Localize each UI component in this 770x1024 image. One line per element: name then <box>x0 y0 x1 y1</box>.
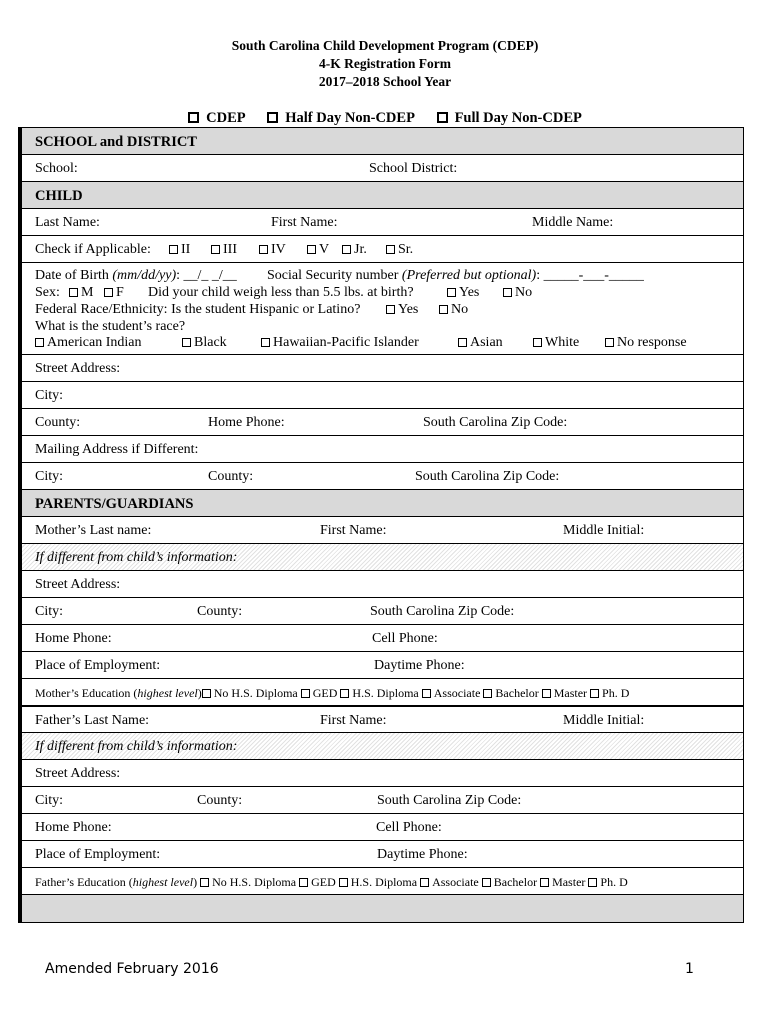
mother-if-different: If different from child’s information: <box>22 544 743 571</box>
checkbox-icon[interactable] <box>339 878 348 887</box>
program-options <box>0 110 770 127</box>
mailing-city-row[interactable]: City: County: South Carolina Zip Code: <box>22 463 743 490</box>
child-last-name: Last Name: <box>35 215 100 230</box>
ssn-field[interactable]: Social Security number (Preferred but optional): _____-___-_____ <box>267 268 644 283</box>
mother-street-row[interactable]: Street Address: <box>22 571 743 598</box>
checkbox-icon[interactable] <box>447 288 456 297</box>
school-field: School: <box>35 161 78 176</box>
child-county-row[interactable]: County: Home Phone: South Carolina Zip Code: <box>22 409 743 436</box>
checkbox-icon[interactable] <box>503 288 512 297</box>
checkbox-icon[interactable] <box>340 689 349 698</box>
checkbox-icon[interactable] <box>386 245 395 254</box>
hispanic-no[interactable]: No <box>439 302 468 318</box>
weigh-no[interactable]: No <box>503 285 532 301</box>
checkbox-icon[interactable] <box>342 245 351 254</box>
program-cdep[interactable]: CDEP <box>188 110 245 126</box>
father-street-row[interactable]: Street Address: <box>22 760 743 787</box>
hispanic-yes[interactable]: Yes <box>386 302 418 318</box>
checkbox-icon[interactable] <box>458 338 467 347</box>
sex-f[interactable]: F <box>104 285 124 301</box>
suffix-iii[interactable]: III <box>211 242 237 258</box>
suffix-v[interactable]: V <box>307 242 329 258</box>
checkbox-icon[interactable] <box>301 689 310 698</box>
father-phone-row[interactable]: Home Phone: Cell Phone: <box>22 814 743 841</box>
checkbox-icon[interactable] <box>386 305 395 314</box>
mother-name-row[interactable]: Mother’s Last name: First Name: Middle Initial: <box>22 517 743 544</box>
checkbox-icon[interactable] <box>69 288 78 297</box>
mother-phone-row[interactable]: Home Phone: Cell Phone: <box>22 625 743 652</box>
mother-education-row: Mother’s Education (highest level) No H.S. Diploma GED H.S. Diploma Associate Bachelor Master Ph. D <box>22 679 743 706</box>
race-american-indian[interactable]: American Indian <box>35 335 141 351</box>
checkbox-icon[interactable] <box>439 305 448 314</box>
mailing-address-row[interactable]: Mailing Address if Different: <box>22 436 743 463</box>
sex-m[interactable]: M <box>69 285 93 301</box>
checkbox-icon[interactable] <box>437 112 448 123</box>
weigh-yes[interactable]: Yes <box>447 285 479 301</box>
suffix-sr[interactable]: Sr. <box>386 242 413 258</box>
section-parents: PARENTS/GUARDIANS <box>22 490 743 517</box>
race-asian[interactable]: Asian <box>458 335 503 351</box>
checkbox-icon[interactable] <box>533 338 542 347</box>
race-white[interactable]: White <box>533 335 579 351</box>
checkbox-icon[interactable] <box>104 288 113 297</box>
father-name-row[interactable]: Father’s Last Name: First Name: Middle Initial: <box>22 706 743 733</box>
suffix-ii[interactable]: II <box>169 242 190 258</box>
checkbox-icon[interactable] <box>202 689 211 698</box>
father-education-row: Father’s Education (highest level) No H.S. Diploma GED H.S. Diploma Associate Bachelor Master Ph. D <box>22 868 743 895</box>
registration-form <box>18 127 744 923</box>
child-name-row[interactable] <box>22 209 743 236</box>
form-bottom-bar <box>22 895 743 922</box>
checkbox-icon[interactable] <box>200 878 209 887</box>
checkbox-icon[interactable] <box>542 689 551 698</box>
checkbox-icon[interactable] <box>259 245 268 254</box>
school-row[interactable] <box>22 155 743 182</box>
race-no-response[interactable]: No response <box>605 335 687 351</box>
checkbox-icon[interactable] <box>211 245 220 254</box>
checkbox-icon[interactable] <box>588 878 597 887</box>
suffix-row: Check if Applicable: II III IV V Jr. Sr. <box>22 236 743 263</box>
checkbox-icon[interactable] <box>422 689 431 698</box>
child-city-row[interactable]: City: <box>22 382 743 409</box>
dob-field[interactable]: Date of Birth (mm/dd/yy): __/_ _/__ <box>35 268 237 283</box>
child-details-block: Date of Birth (mm/dd/yy): __/_ _/__ Social Security number (Preferred but optional): _____-___-_____ Sex: M F Did your child weigh less than 5.5 lbs. at birth? Yes No Federal Race/Ethnicity: Is the student Hispanic or Latino? Yes No What is the student’s race? American Indian Black Hawaiian-Pacific Islander Asian White No response <box>22 263 743 355</box>
page-number: 1 <box>685 961 694 977</box>
father-city-row[interactable]: City: County: South Carolina Zip Code: <box>22 787 743 814</box>
mother-city-row[interactable]: City: County: South Carolina Zip Code: <box>22 598 743 625</box>
checkbox-icon[interactable] <box>482 878 491 887</box>
checkbox-icon[interactable] <box>307 245 316 254</box>
child-middle-name: Middle Name: <box>532 215 614 230</box>
race-black[interactable]: Black <box>182 335 227 351</box>
father-if-different: If different from child’s information: <box>22 733 743 760</box>
suffix-iv[interactable]: IV <box>259 242 286 258</box>
checkbox-icon[interactable] <box>35 338 44 347</box>
checkbox-icon[interactable] <box>261 338 270 347</box>
checkbox-icon[interactable] <box>483 689 492 698</box>
suffix-jr[interactable]: Jr. <box>342 242 367 258</box>
child-street-row[interactable]: Street Address: <box>22 355 743 382</box>
mother-employment-row[interactable]: Place of Employment: Daytime Phone: <box>22 652 743 679</box>
section-child: CHILD <box>22 182 743 209</box>
checkbox-icon[interactable] <box>590 689 599 698</box>
section-school: SCHOOL and DISTRICT <box>22 128 743 155</box>
program-full-day[interactable]: Full Day Non-CDEP <box>437 110 582 126</box>
school-year: 2017–2018 School Year <box>318 74 452 89</box>
father-employment-row[interactable]: Place of Employment: Daytime Phone: <box>22 841 743 868</box>
checkbox-icon[interactable] <box>540 878 549 887</box>
form-title: South Carolina Child Development Program (CDEP) <box>231 38 539 53</box>
checkbox-icon[interactable] <box>420 878 429 887</box>
program-half-day[interactable]: Half Day Non-CDEP <box>267 110 415 126</box>
checkbox-icon[interactable] <box>605 338 614 347</box>
checkbox-icon[interactable] <box>188 112 199 123</box>
checkbox-icon[interactable] <box>182 338 191 347</box>
checkbox-icon[interactable] <box>299 878 308 887</box>
checkbox-icon[interactable] <box>267 112 278 123</box>
checkbox-icon[interactable] <box>169 245 178 254</box>
form-subtitle: 4-K Registration Form <box>319 56 451 71</box>
amended-date: Amended February 2016 <box>45 961 219 977</box>
race-hawaiian[interactable]: Hawaiian-Pacific Islander <box>261 335 419 351</box>
child-first-name: First Name: <box>271 215 338 230</box>
district-field: School District: <box>369 161 458 176</box>
